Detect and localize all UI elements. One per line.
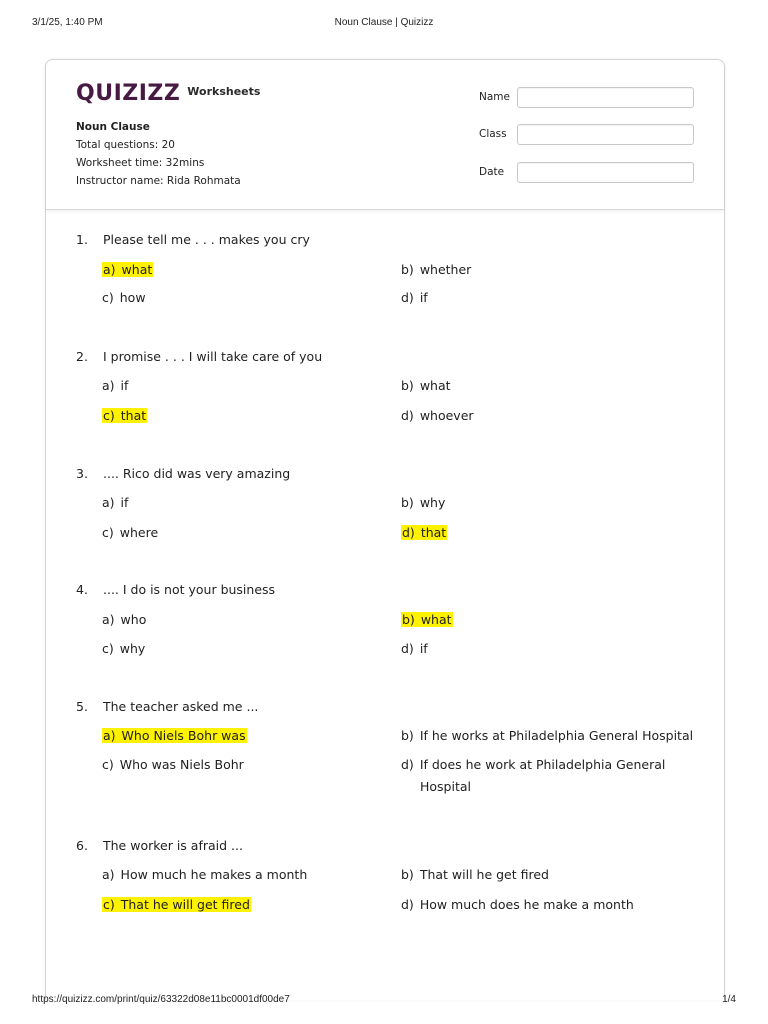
instructor-name: Instructor name: Rida Rohmata (76, 175, 241, 187)
question-stem: 5. The teacher asked me ... (76, 699, 259, 714)
quizizz-logo (76, 80, 260, 106)
worksheet-card (45, 59, 725, 1000)
question-stem: 6. The worker is afraid ... (76, 838, 243, 853)
option-c: c) where (102, 525, 159, 540)
worksheet-time: Worksheet time: 32mins (76, 157, 205, 169)
total-questions: Total questions: 20 (76, 139, 175, 151)
print-url[interactable]: https://quizizz.com/print/quiz/63322d08e11bc0001df00de7 (32, 994, 290, 1005)
option-b: b) what (401, 378, 451, 393)
print-footer (32, 994, 736, 1008)
name-label: Name (479, 91, 510, 103)
question-stem: 1. Please tell me . . . makes you cry (76, 232, 310, 247)
logo-wordmark: QUIZIZZ (76, 80, 181, 106)
option-a: a) if (102, 378, 129, 393)
option-a: a) How much he makes a month (102, 867, 308, 882)
option-c: c) That he will get fired (103, 897, 250, 912)
option-c: c) how (102, 290, 146, 305)
date-field[interactable] (517, 162, 694, 183)
option-c: c) why (102, 641, 146, 656)
date-label: Date (479, 166, 505, 178)
option-d: d) if (401, 641, 428, 656)
worksheet-title: Noun Clause (76, 121, 150, 133)
option-d: d) whoever (401, 408, 474, 423)
name-field[interactable] (517, 87, 694, 108)
option-b: b) whether (401, 262, 472, 277)
option-c: c) that (103, 408, 147, 423)
worksheet-meta (76, 118, 241, 190)
option-a: a) what (103, 262, 153, 277)
option-d: d) If does he work at Philadelphia General Hospital (401, 757, 666, 794)
option-d: d) if (401, 290, 428, 305)
question-stem: 4. .... I do is not your business (76, 582, 276, 597)
option-a: a) Who Niels Bohr was (103, 728, 246, 743)
question-stem: 2. I promise . . . I will take care of you (76, 349, 323, 364)
option-b: b) what (402, 612, 452, 627)
question-stem: 3. .... Rico did was very amazing (76, 466, 291, 481)
print-header (32, 17, 736, 31)
print-datetime: 3/1/25, 1:40 PM (32, 17, 103, 28)
option-b: b) why (401, 495, 446, 510)
option-d: d) How much does he make a month (401, 897, 634, 912)
option-b: b) That will he get fired (401, 867, 549, 882)
option-a: a) if (102, 495, 129, 510)
option-d: d) that (402, 525, 447, 540)
print-page-title: Noun Clause | Quizizz (334, 17, 434, 28)
option-b: b) If he works at Philadelphia General Hospital (401, 728, 694, 743)
option-c: c) Who was Niels Bohr (102, 757, 244, 772)
worksheet-header (46, 60, 724, 210)
class-label: Class (479, 128, 507, 140)
print-page-number: 1/4 (722, 994, 736, 1005)
class-field[interactable] (517, 124, 694, 145)
logo-subtitle: Worksheets (187, 84, 261, 98)
option-a: a) who (102, 612, 147, 627)
